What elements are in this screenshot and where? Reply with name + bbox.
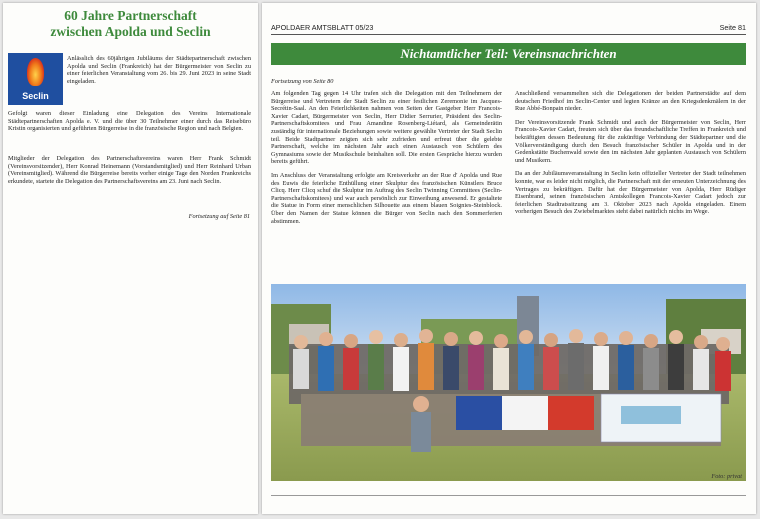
article-title <box>3 8 258 40</box>
text-column-2 <box>515 90 746 222</box>
col1-paragraph-2: Im Anschluss der Veranstaltung erfolgte am Kreisverkehr an der Rue d' Apolda und Rue des Euwis die feierliche Enthüllung einer Skulptur des französischen Künstlers Bruce Clicq. Herr Clicq schuf die Skulptur im Auftrag des Seclin Twinning Committees (Seclin-Partnerschaftskomitees) und war auch persönlich zur Einweihung anwesend. Er gestaltete die Statue in Form einer menschlichen Silhouette aus einem blauen Soignies-Steinblock. Über den Namen der Statue können die Bürger von Seclin nach den Sommerferien abstimmen. <box>271 171 502 225</box>
paragraph-2: Mitglieder der Delegation des Partnerschaftsvereins waren Herr Frank Schmidt (Vereinsvorsitzender), Herr Konrad Heinemann (Vorstandsmitglied) und Herr Reinhard Urban (Vereinsmitglied). Während die Bürgerreise bereits vorher einige Tage den Norden Frankreichs erkundete, startete die Delegation des Partnerschaftsvereins am 23. Juni nach Seclin. <box>8 155 251 185</box>
continued-note: Fortsetzung auf Seite 81 <box>188 213 250 220</box>
flame-icon <box>27 58 44 86</box>
logo-label: Seclin <box>22 91 49 101</box>
continued-from-note: Fortsetzung von Seite 80 <box>271 78 334 85</box>
page-number: Seite 81 <box>719 23 746 32</box>
group-photo-illustration <box>271 284 746 481</box>
photo-credit: Foto: privat <box>711 473 742 480</box>
header-rule <box>271 34 746 35</box>
paragraph-1: Gefolgt waren dieser Einladung eine Delegation des Vereins Internationale Städtepartnerschaften Apolda e. V. und die über 30 Teilnehmer einer durch das Reisebüro Kristin organisierten und geführten Bürgerreise in die französische Region und nach Belgien. <box>8 110 251 133</box>
article-title-line2: zwischen Apolda und Seclin <box>50 24 211 39</box>
text-column-1 <box>271 90 502 231</box>
right-page <box>262 3 756 514</box>
seclin-logo <box>8 53 63 105</box>
article-title-line1: 60 Jahre Partnerschaft <box>64 8 197 23</box>
group-photo <box>271 284 746 481</box>
publication-header: APOLDAER AMTSBLATT 05/23 <box>271 23 374 32</box>
col2-paragraph-2: Der Vereinsvorsitzende Frank Schmidt und auch der Bürgermeister von Seclin, Herr Francois-Xavier Cadart, freuten sich über das freundschaftliche Treffen in Frankreich und bekräftigten dessen Bedeutung für die zukünftige Verbindung der Städtepartner und die Völkerverständigung durch den Besuch französischer Schüler in Apolda und in der Gedenkstätte Buchenwald sowie den im nächsten Jahr geplanten Austausch von Schülern und Musikern. <box>515 118 746 164</box>
col2-paragraph-3: Da an der Jubiläumsveranstaltung in Seclin kein offizieller Vertreter der Stadt teilnehmen konnte, war es leider nicht möglich, die Partnerschaft mit der erneuten Unterzeichnung des Vertrages zu bekräftigen. Dafür hat der Bürgermeister von Apolda, Herr Rüdiger Eisenbrand, seinen französischen Amtskollegen Francois-Xavier Cadart jedoch zur feierlichen Stadtratssitzung am 3. Oktober 2023 nach Apolda eingeladen. Einem vorherigen Besuch des Zwiebelmarktes steht dabei natürlich nichts im Wege. <box>515 170 746 216</box>
col1-paragraph-1: Am folgenden Tag gegen 14 Uhr trafen sich die Delegation mit den Teilnehmern der Bürgerreise und Vertretern der Stadt Seclin zu einer festlichen Zeremonie im Jacques-Secrétin-Saal. An den Feierlichkeiten nahmen von Seiten der Gastgeber Herr Francois-Xavier Cadart, Bürgermeister von Seclin, Herr Didier Serrurier, Präsident des Seclin-Partnerschaftskomitees und Frau Amandine Rosenberg-Liétard, als Gemeinderätin zuständig für internationale Beziehungen sowie weitere gewählte Vertreter der Stadt Seclin teil. Beide Stadtpartner zeigten sich sehr zufrieden und erfreut über die gelebte Partnerschaft, welche im nächsten Jahr auch einen Austausch von Schülern des Gymnasiums sowie der Musikschule beinhalten soll. Die ersten Gespräche hierzu wurden bereits geführt. <box>271 90 502 166</box>
col2-paragraph-1: Anschließend versammelten sich die Delegationen der beiden Partnerstädte auf dem deutschen Friedhof im Seclin-Center und legten Kränze an den Kriegsdenkmälern in der Rue Abbé-Bonpain nieder. <box>515 90 746 113</box>
section-banner: Nichtamtlicher Teil: Vereinsnachrichten <box>271 43 746 65</box>
left-page <box>3 3 258 514</box>
footer-rule <box>271 495 746 496</box>
intro-paragraph: Anlässlich des 60jährigen Jubiläums der Städtepartnerschaft zwischen Apolda und Seclin (Frankreich) hat der Bürgermeister von Seclin zu einer feierlichen Veranstaltung vom 26. bis 29. Juni 2023 in seine Stadt eingeladen. <box>67 55 251 85</box>
